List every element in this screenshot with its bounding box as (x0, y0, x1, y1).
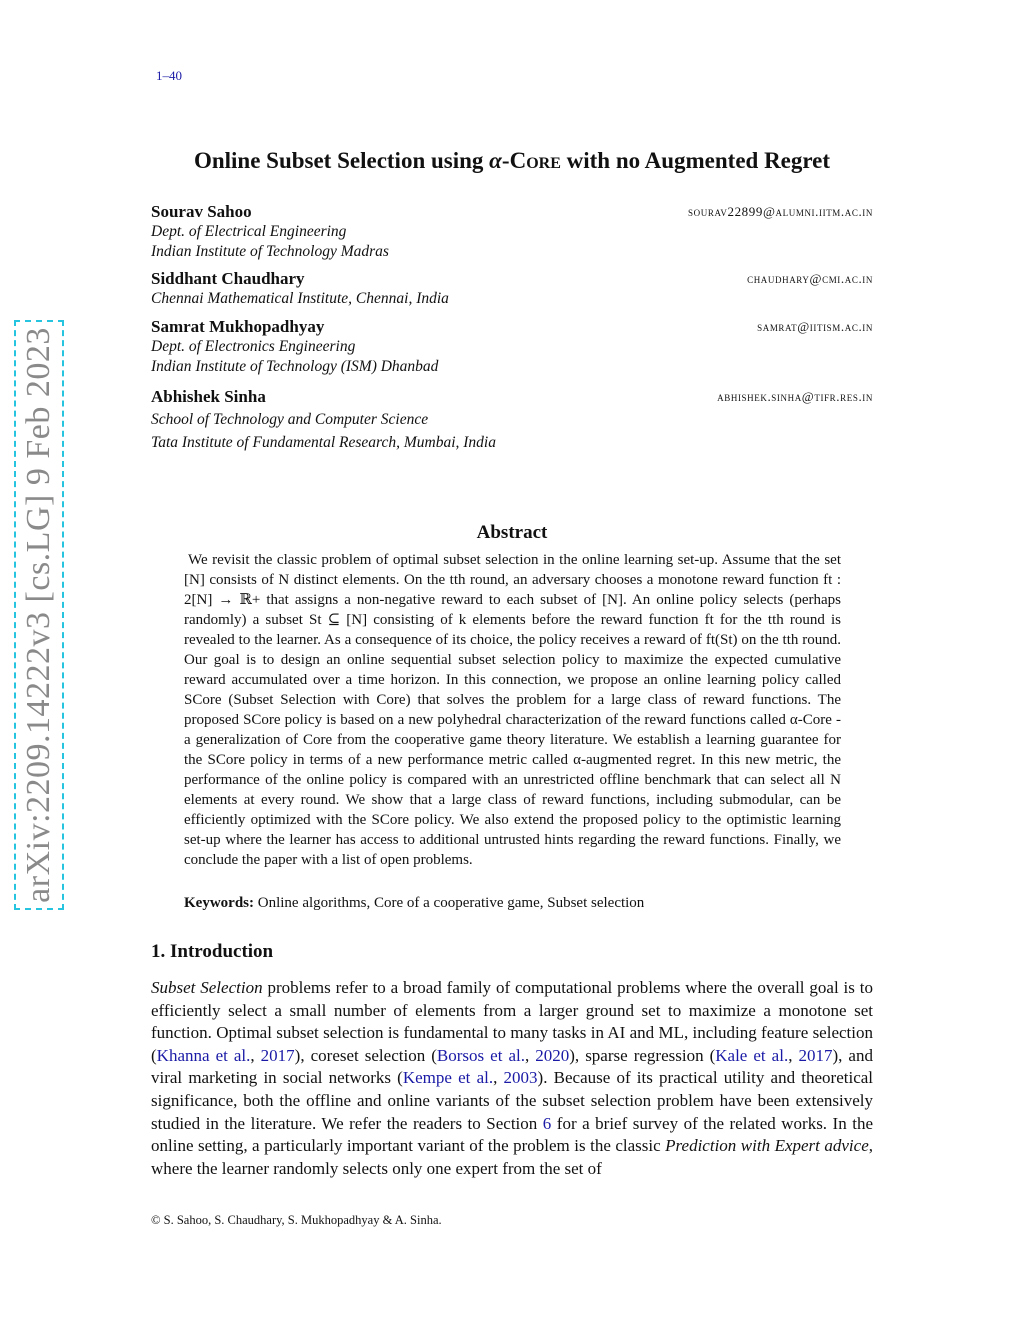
keywords (184, 893, 841, 913)
emphasis-text: Prediction with Expert advice (665, 1136, 869, 1156)
paper-title: Online Subset Selection using α-Core with no Augmented Regret (193, 148, 831, 173)
citation-link[interactable]: 2017 (798, 1045, 833, 1065)
author-email: abhishek.sinha@tifr.res.in (717, 389, 873, 404)
keywords-list: Online algorithms, Core of a cooperative game, Subset selection (257, 895, 645, 911)
author-name: Abhishek Sinha (151, 387, 266, 406)
abstract-heading: Abstract (476, 522, 548, 543)
keywords-label: Keywords: (184, 895, 254, 911)
author-affiliation: Dept. of Electrical Engineering (151, 223, 347, 240)
citation-link[interactable]: Borsos et al. (436, 1045, 525, 1065)
author-email: sourav22899@alumni.iitm.ac.in (688, 204, 873, 219)
citation-link[interactable]: Kempe et al. (402, 1068, 494, 1088)
author-name: Sourav Sahoo (151, 202, 252, 221)
author-block (151, 269, 873, 309)
arxiv-stamp (14, 320, 64, 910)
author-block (151, 202, 873, 262)
citation-link[interactable]: 6 (542, 1113, 552, 1133)
author-affiliation: Chennai Mathematical Institute, Chennai, India (151, 290, 449, 307)
copyright-footer: © S. Sahoo, S. Chaudhary, S. Mukhopadhyay & A. Sinha. (151, 1213, 442, 1227)
citation-link[interactable]: 2020 (535, 1045, 570, 1065)
section-heading-introduction: 1. Introduction (151, 941, 274, 962)
citation-link[interactable]: 2017 (260, 1045, 295, 1065)
author-block (151, 387, 873, 453)
author-affiliation: Indian Institute of Technology (ISM) Dhanbad (151, 358, 439, 375)
citation-link[interactable]: Khanna et al. (156, 1045, 251, 1065)
arxiv-identifier: arXiv:2209.14222v3 [cs.LG] 9 Feb 2023 (20, 327, 57, 903)
author-email: samrat@iitism.ac.in (757, 319, 873, 334)
emphasis-text: Subset Selection (151, 978, 263, 997)
author-email: chaudhary@cmi.ac.in (747, 271, 873, 286)
citation-link[interactable]: Kale et al. (715, 1045, 789, 1065)
author-block (151, 317, 873, 377)
author-affiliation: Dept. of Electronics Engineering (151, 338, 356, 355)
author-name: Samrat Mukhopadhyay (151, 317, 325, 336)
author-name: Siddhant Chaudhary (151, 269, 305, 288)
abstract-text: We revisit the classic problem of optimal subset selection in the online learning set-up. Assume that the set [N] consists of N distinct elements. On the tth round, an adversary chooses a monotone reward function ft : 2[N] → ℝ+ that assigns a non-negative reward to each subset of [N]. An online policy selects (perhaps randomly) a subset St ⊆ [N] consisting of k elements before the reward function ft for the tth round is revealed to the learner. As a consequence of its choice, the policy receives a reward of ft(St) on the tth round. Our goal is to design an online sequential subset selection policy to maximize the expected cumulative reward accumulated over a time horizon. In this connection, we propose an online learning policy called SCore (Subset Selection with Core) that solves the problem for a large class of reward functions. The proposed SCore policy is based on a new polyhedral characterization of the reward functions called α-Core - a generalization of Core from the cooperative game theory literature. We establish a learning guarantee for the SCore policy in terms of a new performance metric called α-augmented regret. In this new metric, the performance of the online policy is compared with an unrestricted offline benchmark that can select all N elements at every round. We show that a large class of reward functions, including submodular, can be efficiently optimized with the SCore policy. We also extend the proposed policy to the optimistic learning set-up where the learner has access to additional untrusted hints regarding the reward functions. Finally, we conclude the paper with a list of open problems. (184, 552, 841, 868)
author-affiliation: Indian Institute of Technology Madras (151, 243, 389, 260)
citation-link[interactable]: 2003 (503, 1068, 538, 1088)
page-reference[interactable]: 1–40 (156, 68, 182, 83)
introduction-text: Subset Selection problems refer to a broad family of computational problems where the overall goal is to efficiently select a small number of elements from a larger ground set to maximize a monotone set function. Optimal subset selection is fundamental to many tasks in AI and ML, including feature selection (Khanna et al., 2017), coreset selection (Borsos et al., 2020), sparse regression (Kale et al., 2017), and viral marketing in social networks (Kempe et al., 2003). Because of its practical utility and theoretical significance, both the offline and online variants of the subset selection problem have been extensively studied in the literature. We refer the readers to Section 6 for a brief survey of the related works. In the online setting, a particularly important variant of the problem is the classic Prediction with Expert advice, where the learner randomly selects only one expert from the set of (151, 978, 874, 1178)
author-affiliation: Tata Institute of Fundamental Research, Mumbai, India (151, 434, 496, 451)
author-affiliation: School of Technology and Computer Science (151, 411, 429, 428)
